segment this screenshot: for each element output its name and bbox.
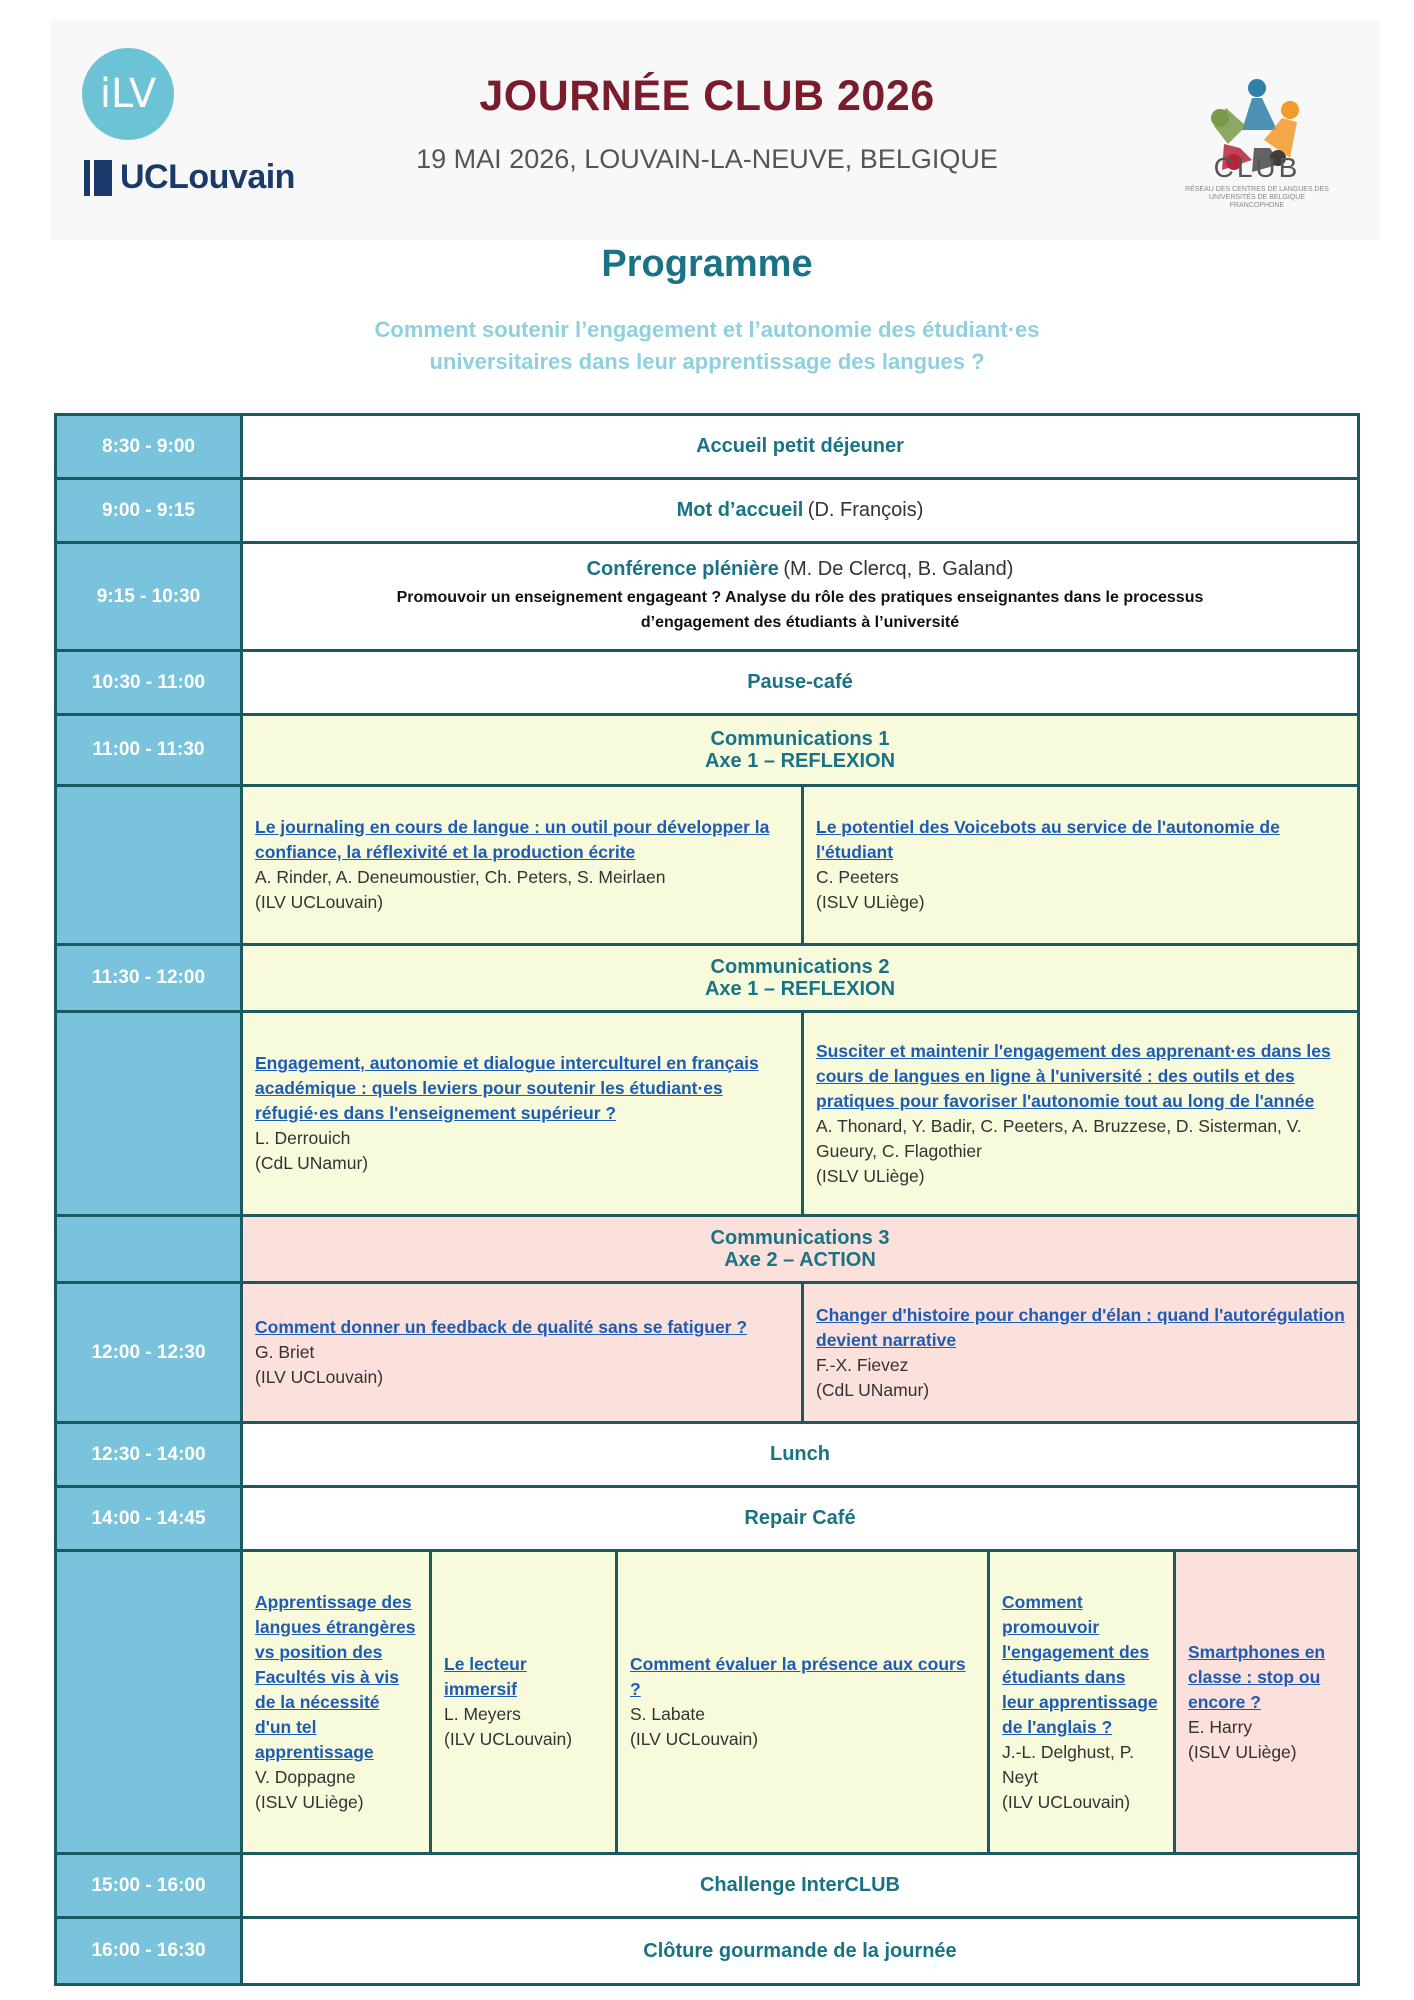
- talk-link[interactable]: Le journaling en cours de langue : un outil pour développer la confiance, la réflexivité et la production écrite: [255, 817, 770, 862]
- talk-affiliation: (ISLV ULiège): [816, 892, 925, 912]
- schedule-row: [57, 652, 1357, 716]
- uclouvain-logo-text: UCLouvain: [120, 158, 295, 196]
- session-title: Pause-café: [747, 671, 853, 693]
- talk-link[interactable]: Comment évaluer la présence aux cours ?: [630, 1654, 966, 1699]
- time-slot: [57, 787, 243, 943]
- talk-authors: A. Rinder, A. Deneumoustier, Ch. Peters, S. Meirlaen: [255, 867, 666, 887]
- talk-affiliation: (ISLV ULiège): [255, 1791, 364, 1812]
- session-cell: [243, 946, 1357, 1010]
- time-slot: 9:00 - 9:15: [57, 480, 243, 541]
- schedule-row: [57, 787, 1357, 946]
- talk-cell: [243, 787, 801, 943]
- session-title: Communications 1: [710, 728, 890, 750]
- schedule-row: [57, 1855, 1357, 1919]
- time-slot: 10:30 - 11:00: [57, 652, 243, 713]
- schedule-row: [57, 716, 1357, 787]
- session-title: Mot d’accueil: [676, 499, 804, 521]
- talk-authors: V. Doppagne: [255, 1766, 356, 1787]
- session-title: Repair Café: [744, 1507, 856, 1529]
- talk-link[interactable]: Apprentissage des langues étrangères vs position des Facultés vis à vis de la nécessité d'un tel apprentissage: [255, 1591, 416, 1762]
- talk-affiliation: (ILV UCLouvain): [444, 1729, 573, 1749]
- time-slot: 15:00 - 16:00: [57, 1855, 243, 1916]
- talk-cell: [243, 1284, 801, 1421]
- talk-affiliation: (ILV UCLouvain): [255, 892, 384, 912]
- club-logo-text: CLUB: [1213, 152, 1301, 183]
- session-cell: [243, 1284, 1357, 1421]
- time-slot: [57, 1552, 243, 1852]
- session-cell: [243, 544, 1357, 649]
- session-cell: [243, 480, 1357, 541]
- schedule-row: [57, 1488, 1357, 1552]
- session-cell: [243, 1013, 1357, 1214]
- schedule-row: [57, 1552, 1357, 1855]
- ilv-logo: iLV: [82, 48, 174, 140]
- talk-affiliation: (ILV UCLouvain): [1002, 1791, 1131, 1812]
- session-cell: [243, 1855, 1357, 1916]
- talk-authors: L. Derrouich: [255, 1128, 351, 1148]
- talk-authors: G. Briet: [255, 1342, 315, 1362]
- talk-cell: [615, 1552, 987, 1852]
- schedule-row: [57, 480, 1357, 544]
- talk-link[interactable]: Engagement, autonomie et dialogue interculturel en français académique : quels leviers pour soutenir les étudiant·es réfugié·es dans l'enseignement supérieur ?: [255, 1053, 759, 1123]
- uclouvain-logo: [84, 158, 295, 197]
- talk-link[interactable]: Smartphones en classe : stop ou encore ?: [1188, 1641, 1326, 1712]
- session-cell: [243, 416, 1357, 477]
- talk-affiliation: (CdL UNamur): [816, 1379, 930, 1400]
- time-slot: [57, 1013, 243, 1214]
- time-slot: 12:00 - 12:30: [57, 1284, 243, 1421]
- session-axis: Axe 1 – REFLEXION: [704, 750, 896, 772]
- talk-affiliation: (CdL UNamur): [255, 1153, 369, 1173]
- talk-authors: F.-X. Fievez: [816, 1354, 909, 1375]
- session-title: Communications 2: [710, 956, 890, 978]
- session-speaker: (D. François): [807, 499, 924, 521]
- session-cell: [243, 652, 1357, 713]
- session-title: Communications 3: [710, 1227, 890, 1249]
- session-cell: [243, 716, 1357, 784]
- schedule-row: [57, 1919, 1357, 1983]
- schedule-row: [57, 544, 1357, 652]
- talk-cell: [987, 1552, 1173, 1852]
- session-cell: [243, 1424, 1357, 1485]
- page-title: Programme: [601, 243, 813, 285]
- session-cell: [243, 1217, 1357, 1281]
- time-slot: 16:00 - 16:30: [57, 1919, 243, 1983]
- club-logo-icon: [1182, 40, 1332, 210]
- session-cell: [243, 1488, 1357, 1549]
- talk-cell: [801, 1284, 1357, 1421]
- talk-link[interactable]: Le lecteur immersif: [444, 1654, 527, 1699]
- talk-authors: A. Thonard, Y. Badir, C. Peeters, A. Bruzzese, D. Sisterman, V. Gueury, C. Flagothier: [816, 1115, 1302, 1161]
- time-slot: 12:30 - 14:00: [57, 1424, 243, 1485]
- session-title: Conférence plénière: [586, 558, 779, 580]
- talk-link[interactable]: Comment promouvoir l'engagement des étudiants dans leur apprentissage de l'anglais ?: [1002, 1591, 1158, 1737]
- schedule-table: [54, 413, 1360, 1986]
- talk-affiliation: (ISLV ULiège): [816, 1165, 925, 1186]
- talk-affiliation: (ISLV ULiège): [1188, 1741, 1297, 1762]
- uclouvain-mark-icon: [84, 160, 112, 196]
- session-description-line-2: d’engagement des étudiants à l’université: [640, 614, 960, 631]
- club-tagline: RÉSEAU DES CENTRES DE LANGUES DES UNIVERSITÉS DE BELGIQUE FRANCOPHONE: [1185, 186, 1329, 209]
- page-subtitle: [250, 314, 1164, 378]
- talk-affiliation: (ILV UCLouvain): [630, 1729, 759, 1749]
- session-cell: [243, 1919, 1357, 1983]
- session-title: Lunch: [770, 1443, 830, 1465]
- page-subtitle-line-1: Comment soutenir l’engagement et l’autonomie des étudiant·es: [374, 317, 1040, 342]
- talk-affiliation: (ILV UCLouvain): [255, 1367, 384, 1387]
- time-slot: 9:15 - 10:30: [57, 544, 243, 649]
- session-title: Challenge InterCLUB: [699, 1874, 901, 1896]
- talk-authors: S. Labate: [630, 1704, 705, 1724]
- talk-link[interactable]: Susciter et maintenir l'engagement des apprenant·es dans les cours de langues en ligne à l'université : des outils et des pratiques pour favoriser l'autonomie tout au long de l'année: [816, 1040, 1331, 1111]
- session-title: Accueil petit déjeuner: [696, 435, 904, 457]
- talk-cell: [1173, 1552, 1357, 1852]
- talk-cell: [801, 1013, 1357, 1214]
- header-banner: [50, 20, 1380, 240]
- page-subtitle-line-2: universitaires dans leur apprentissage des langues ?: [429, 349, 985, 374]
- session-cell: [243, 1552, 1357, 1852]
- talk-cell: [429, 1552, 615, 1852]
- time-slot: 11:00 - 11:30: [57, 716, 243, 784]
- schedule-row: [57, 1424, 1357, 1488]
- session-axis: Axe 2 – ACTION: [724, 1249, 876, 1271]
- event-title: JOURNÉE CLUB 2026: [479, 72, 935, 120]
- talk-authors: J.-L. Delghust, P. Neyt: [1002, 1741, 1134, 1787]
- session-axis: Axe 1 – REFLEXION: [704, 978, 896, 1000]
- talk-cell: [243, 1013, 801, 1214]
- talk-cell: [243, 1552, 429, 1852]
- talk-authors: L. Meyers: [444, 1704, 521, 1724]
- session-title: Clôture gourmande de la journée: [643, 1939, 957, 1962]
- session-cell: [243, 787, 1357, 943]
- event-subtitle: 19 MAI 2026, LOUVAIN-LA-NEUVE, BELGIQUE: [416, 144, 998, 174]
- talk-authors: E. Harry: [1188, 1716, 1253, 1737]
- schedule-row: [57, 1284, 1357, 1424]
- talk-cell: [801, 787, 1357, 943]
- talk-link[interactable]: Le potentiel des Voicebots au service de l'autonomie de l'étudiant: [816, 817, 1280, 862]
- time-slot: 14:00 - 14:45: [57, 1488, 243, 1549]
- talk-link[interactable]: Comment donner un feedback de qualité sans se fatiguer ?: [255, 1317, 748, 1337]
- talk-authors: C. Peeters: [816, 867, 899, 887]
- session-speaker: (M. De Clercq, B. Galand): [783, 558, 1014, 580]
- schedule-row: [57, 416, 1357, 480]
- schedule-row: [57, 1217, 1357, 1284]
- session-description-line-1: Promouvoir un enseignement engageant ? Analyse du rôle des pratiques enseignantes dans le processus: [396, 589, 1204, 606]
- time-slot: 8:30 - 9:00: [57, 416, 243, 477]
- time-slot: [57, 1217, 243, 1281]
- talk-link[interactable]: Changer d'histoire pour changer d'élan : quand l'autorégulation devient narrative: [816, 1304, 1345, 1350]
- schedule-row: [57, 946, 1357, 1013]
- schedule-row: [57, 1013, 1357, 1217]
- time-slot: 11:30 - 12:00: [57, 946, 243, 1010]
